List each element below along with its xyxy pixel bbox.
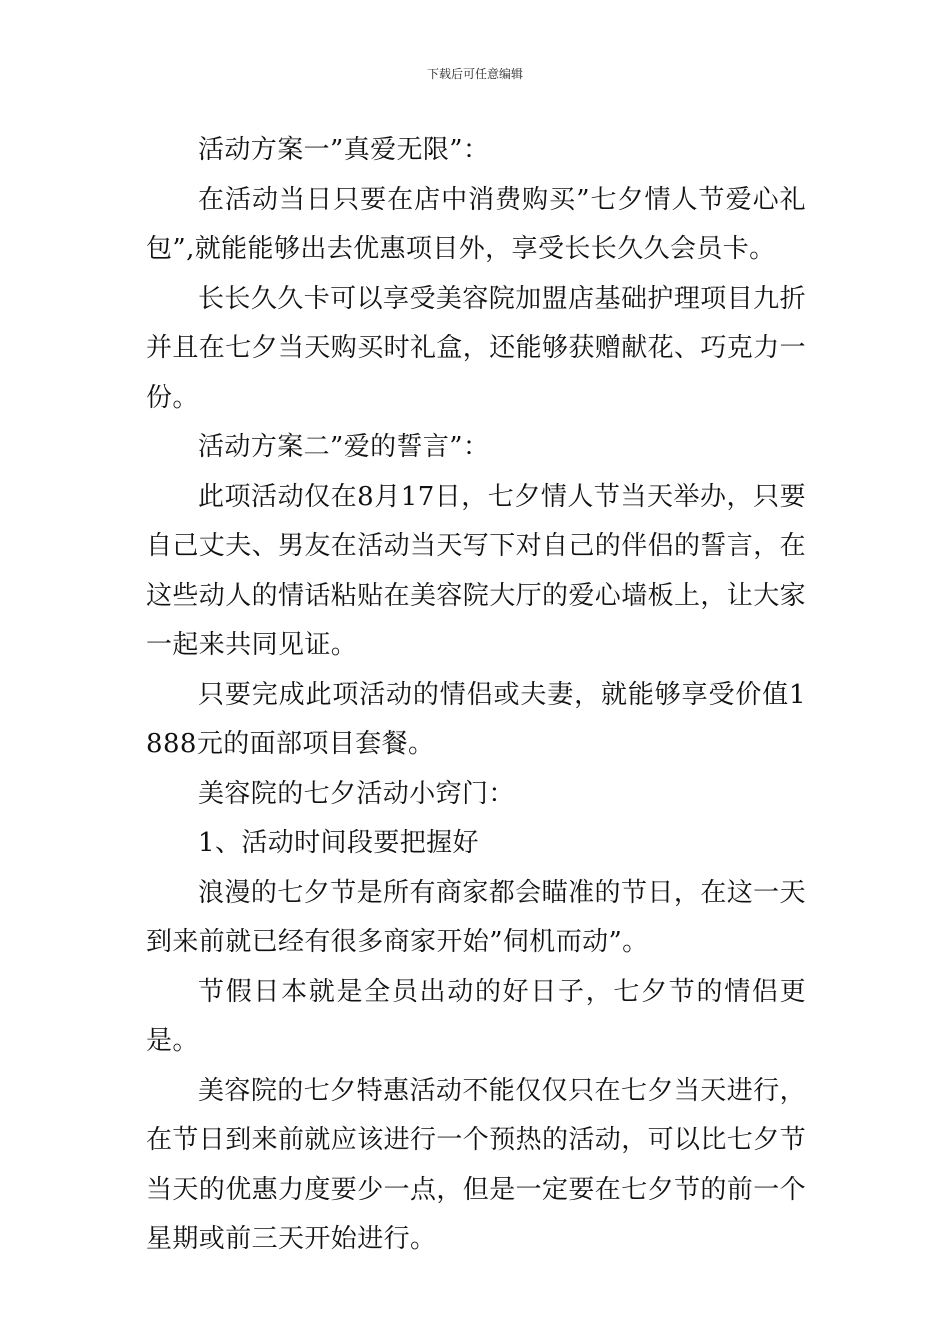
page-header: 下载后可任意编辑: [426, 67, 523, 81]
paragraph-plan-two-reward: 只要完成此项活动的情侣或夫妻，就能够享受价值1888元的面部项目套餐。: [146, 679, 806, 759]
document-body: [146, 126, 806, 1265]
paragraph-tip-one-detail: 浪漫的七夕节是所有商家都会瞄准的节日，在这一天到来前就已经有很多商家开始”伺机而动”。: [146, 877, 806, 957]
paragraph-tips-title: 美容院的七夕活动小窍门：: [198, 778, 515, 809]
paragraph-plan-one-title: 活动方案一”真爱无限”：: [198, 135, 490, 165]
paragraph-plan-two-title: 活动方案二”爱的誓言”：: [198, 432, 490, 462]
paragraph-plan-one-card: 长长久久卡可以享受美容院加盟店基础护理项目九折并且在七夕当天购买时礼盒，还能够获赠献花、巧克力一份。: [146, 283, 807, 413]
paragraph-tip-one: 1、活动时间段要把握好: [198, 828, 479, 858]
paragraph-preheat-note: 美容院的七夕特惠活动不能仅仅只在七夕当天进行，在节日到来前就应该进行一个预热的活动，可以比七夕节当天的优惠力度要少一点，但是一定要在七夕节的前一个星期或前三天开始进行。: [146, 1075, 807, 1254]
paragraph-holiday-note: 节假日本就是全员出动的好日子，七夕节的情侣更是。: [146, 976, 806, 1056]
paragraph-plan-two-details: 此项活动仅在8月17日，七夕情人节当天举办，只要自己丈夫、男友在活动当天写下对自己的伴侣的誓言，在这些动人的情话粘贴在美容院大厅的爱心墙板上，让大家一起来共同见证。: [146, 481, 807, 660]
paragraph-plan-one-gift: 在活动当日只要在店中消费购买”七夕情人节爱心礼包”,就能能够出去优惠项目外，享受长长久久会员卡。: [146, 184, 806, 264]
